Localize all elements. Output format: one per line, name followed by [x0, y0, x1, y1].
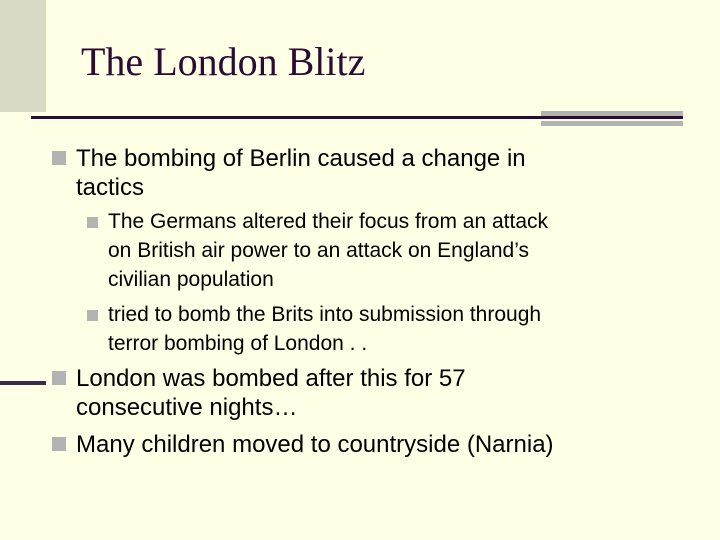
bullet-line: civilian population [108, 268, 274, 291]
square-bullet-icon [52, 371, 66, 385]
bullet-item-2 [76, 364, 466, 422]
left-accent-stripe [0, 381, 46, 385]
bullet-line: terror bombing of London . . [108, 332, 368, 355]
square-bullet-icon [87, 310, 98, 321]
bullet-item-3 [76, 430, 554, 459]
bullet-line: consecutive nights… [76, 394, 298, 421]
bullet-item-1-2 [108, 300, 541, 358]
slide-title: The London Blitz [81, 39, 366, 84]
title-underline-accent-middle [541, 116, 683, 119]
bullet-line: The Germans altered their focus from an attack [108, 210, 549, 233]
square-bullet-icon [52, 151, 66, 165]
left-accent-bar [0, 0, 46, 112]
square-bullet-icon [87, 217, 98, 228]
bullet-line: tactics [76, 174, 145, 201]
bullet-line: The bombing of Berlin caused a change in [76, 145, 526, 172]
bullet-item-1-1 [108, 207, 548, 294]
bullet-line: on British air power to an attack on England’s [108, 239, 530, 262]
bullet-line: Many children moved to countryside (Narnia) [76, 431, 554, 458]
bullet-line: tried to bomb the Brits into submission through [108, 303, 542, 326]
square-bullet-icon [52, 437, 66, 451]
title-underline [31, 116, 541, 119]
bullet-item-1 [76, 144, 526, 202]
title-underline-accent-bottom [541, 121, 683, 126]
bullet-line: London was bombed after this for 57 [76, 365, 466, 392]
